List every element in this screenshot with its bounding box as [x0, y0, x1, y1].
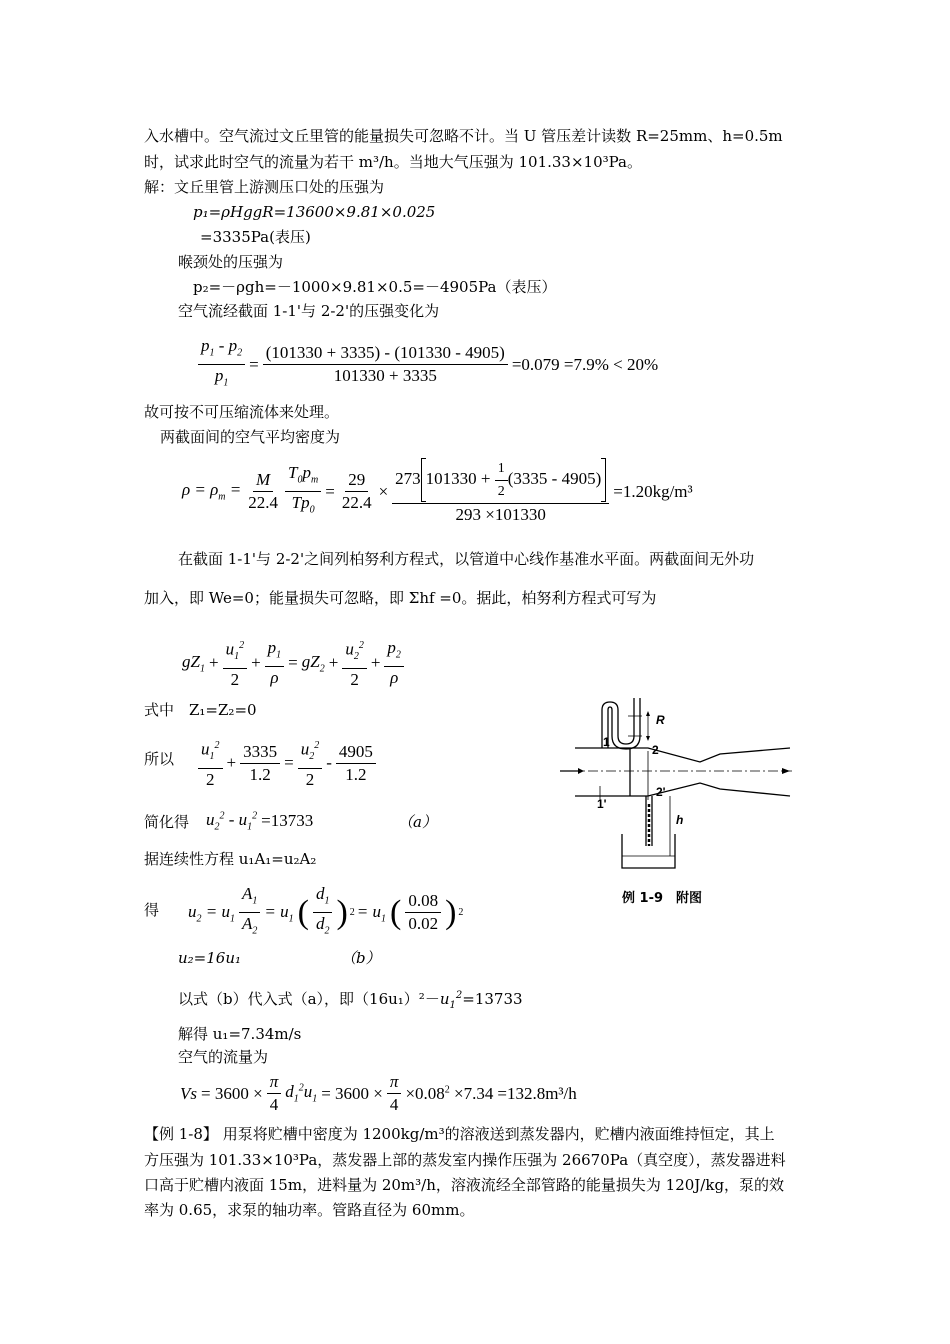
solution-heading: 解：文丘里管上游测压口处的压强为 [144, 178, 385, 196]
solve-text: 解得 u₁=7.34m/s [178, 1025, 302, 1043]
pipe-top-wall [575, 748, 790, 762]
label-h: h [676, 813, 684, 827]
example-1-8-line-1: 【例 1-8】 用泵将贮槽中密度为 1200kg/m³的溶液送到蒸发器内，贮槽内液面维持恒定，其上 [144, 1125, 775, 1143]
get-text: 得 [144, 901, 160, 919]
substitution-text: 以式（b）代入式（a），即$(16u_1)^2-u_1^2=13733$ [178, 990, 523, 1011]
bernoulli-text-1: 在截面 1-1'与 2-2'之间列柏努利方程式，以管道中心线作基准水平面。两截面间无外功 [178, 550, 755, 568]
avg-density-text: 两截面间的空气平均密度为 [160, 428, 341, 446]
p2-equation: p₂=－ρgh=－1000×9.81×0.5=－4905Pa（表压） [193, 278, 557, 296]
bernoulli-equation: $gZ_1$ + $\frac{u_1^2}{2}$ + $\frac{p_1}{\rho}$ = $gZ_2$ + $\frac{u_2^2}{2}$ + $\frac{p_2}{\rho}$ [180, 636, 406, 690]
pressure-change-text: 空气流经截面 1-1'与 2-2'的压强变化为 [178, 302, 440, 320]
simplify-text: 简化得 [144, 813, 190, 831]
simplify-result: =13733 [261, 811, 314, 831]
flow-equation: Vs = 3600 × $\frac{\pi}{4}$ $d_1^2u_1$ = 3600 × $\frac{\pi}{4}$ $\times 0.08^2 \times 7.34$ =132.8m³/h [180, 1072, 577, 1114]
substitution-prefix: 以式（b）代入式（a），即（16u₁）²－ [178, 990, 440, 1008]
throat-text: 喉颈处的压强为 [178, 253, 284, 271]
continuity-text: 据连续性方程 u₁A₁=u₂A₂ [144, 850, 317, 868]
venturi-figure [560, 696, 800, 882]
pipe-bottom-wall [575, 783, 790, 796]
intro-line-2: 时，试求此时空气的流量为若干 m³/h。当地大气压强为 101.33×10³Pa。 [144, 153, 643, 171]
so-text: 所以 [144, 750, 175, 768]
u-tube-inner [608, 698, 640, 749]
u2-result: u₂=16u₁ [178, 949, 242, 967]
continuity-equation: $u_2 = u_1$ $\frac{A_1}{A_2}$ = $u_1$ ( $d_1$ $d_2$ ) 2 = $u_1$ ( 0.08 0.02 ) 2 [188, 884, 464, 937]
flow-text: 空气的流量为 [178, 1048, 269, 1066]
flow-result: =132.8m³/h [497, 1083, 577, 1103]
outflow-arrow-head [782, 768, 790, 774]
density-equation: $\rho = \rho_m$ = $\frac{M}{22.4}$ $\frac{T_0p_m}{Tp_0}$ = $\frac{29}{22.4}$ × 273 101330 + $\frac{1}{2}$ (3335 - 4905) 293 ×101330 =1.20kg/m³ [180, 458, 695, 525]
substitution-result: =13733 [462, 990, 523, 1008]
equation-label-a: （a） [398, 813, 437, 831]
equation-label-b: （b） [341, 949, 381, 967]
example-1-8-line-4: 率为 0.65，求泵的轴功率。管路直径为 60mm。 [144, 1201, 475, 1219]
p1-result: =3335Pa(表压) [200, 228, 311, 246]
simplify-equation: $u_2^2 - u_1^2$ =13733 [206, 810, 314, 833]
label-2: 2 [652, 743, 659, 757]
incompressible-text: 故可按不可压缩流体来处理。 [144, 403, 340, 421]
density-result: =1.20kg/m³ [613, 481, 693, 501]
inflow-arrow-head [578, 768, 584, 774]
figure-caption: 例 1-9 附图 [622, 891, 703, 906]
label-2-prime: 2' [656, 785, 666, 799]
p1-equation: p₁=ρHggR=13600×9.81×0.025 [193, 203, 436, 221]
bernoulli-text-2: 加入，即 We=0；能量损失可忽略，即 Σhf =0。据此，柏努利方程式可写为 [144, 589, 657, 607]
label-1: 1 [603, 735, 610, 749]
label-1-prime: 1' [597, 797, 607, 811]
pressure-ratio-equation: $\frac{p_1 - p_2}{p_1}$ = $\frac{(101330 + 3335) - (101330 - 4905)}{101330 + 3335}$ =0.079 =7.9% < 20% [196, 336, 660, 394]
example-1-8-line-2: 方压强为 101.33×10³Pa，蒸发器上部的蒸发室内操作压强为 26670Pa（真空度），蒸发器进料 [144, 1151, 786, 1169]
ratio-result: =0.079 =7.9% < 20% [511, 354, 659, 374]
so-equation: $u_1^2$ 2 + $\frac{3335}{1.2}$ = $\frac{u_2^2}{2}$ - 4905 1.2 [196, 736, 378, 790]
label-r: R [656, 713, 665, 727]
intro-line-1: 入水槽中。空气流过文丘里管的能量损失可忽略不计。当 U 管压差计读数 R=25mm、h=0.5m [144, 127, 783, 145]
example-1-8-line-3: 口高于贮槽内液面 15m，进料量为 20m³/h，溶液流经全部管路的能量损失为 120J/kg，泵的效 [144, 1176, 785, 1194]
where-text: 式中 Z₁=Z₂=0 [144, 701, 257, 719]
